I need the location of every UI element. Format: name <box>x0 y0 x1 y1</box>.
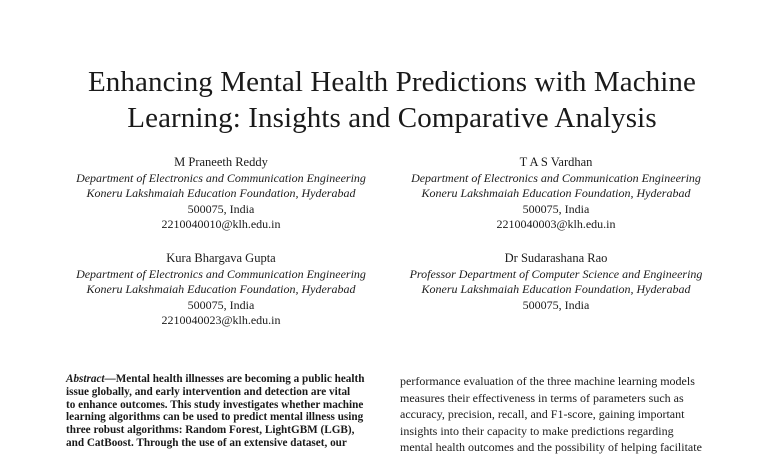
author-department: Professor Department of Computer Science and Engineering <box>409 266 703 281</box>
author-department: Department of Electronics and Communication Engineering <box>76 170 366 185</box>
author-postal: 500075, India <box>187 297 255 312</box>
paper-title-line-2: Learning: Insights and Comparative Analysis <box>127 102 657 134</box>
body-line: measures their effectiveness in terms of parameters such as <box>400 390 684 405</box>
abstract-lead: Abstract <box>66 373 105 385</box>
author-name: Dr Sudarashana Rao <box>504 251 608 265</box>
author-name: T A S Vardhan <box>519 155 593 169</box>
author-postal: 500075, India <box>522 201 590 216</box>
author-block-1 <box>46 155 396 233</box>
abstract-line: learning algorithms can be used to predict mental illness using <box>66 411 364 424</box>
body-line: mental health outcomes and the possibility of helping facilitate <box>400 440 702 454</box>
abstract-line: issue globally, and early intervention and detection are vital <box>66 385 351 398</box>
author-name: Kura Bhargava Gupta <box>166 251 276 265</box>
paper-title <box>0 64 784 136</box>
body-line: performance evaluation of the three machine learning models <box>400 374 695 388</box>
body-column-right <box>400 373 722 456</box>
author-department: Department of Electronics and Communication Engineering <box>411 170 701 185</box>
author-email: 2210040003@klh.edu.in <box>496 217 616 231</box>
author-email: 2210040010@klh.edu.in <box>161 217 281 231</box>
author-block-3 <box>46 251 396 329</box>
abstract <box>66 373 386 450</box>
abstract-line: to enhance outcomes. This study investigates whether machine <box>66 398 364 411</box>
abstract-text: Mental health illnesses are becoming a public health <box>115 373 365 385</box>
author-organization: Koneru Lakshmaiah Education Foundation, Hyderabad <box>421 186 691 200</box>
author-email: 2210040023@klh.edu.in <box>161 313 281 327</box>
author-department: Department of Electronics and Communication Engineering <box>76 266 366 281</box>
abstract-line: and CatBoost. Through the use of an extensive dataset, our <box>66 436 347 449</box>
author-block-4 <box>381 251 731 313</box>
abstract-line <box>66 373 386 386</box>
author-organization: Koneru Lakshmaiah Education Foundation, Hyderabad <box>86 186 356 200</box>
abstract-line: three robust algorithms: Random Forest, LightGBM (LGB), <box>66 424 355 437</box>
author-organization: Koneru Lakshmaiah Education Foundation, Hyderabad <box>86 282 356 296</box>
paper-title-line-1: Enhancing Mental Health Predictions with Machine <box>87 66 696 98</box>
body-line: insights into their capacity to make predictions regarding <box>400 423 674 438</box>
author-organization: Koneru Lakshmaiah Education Foundation, Hyderabad <box>421 282 691 296</box>
author-postal: 500075, India <box>187 201 255 216</box>
author-block-2 <box>381 155 731 233</box>
author-name: M Praneeth Reddy <box>174 155 268 169</box>
body-line: accuracy, precision, recall, and F1-score, gaining important <box>400 407 685 421</box>
abstract-dash: — <box>104 373 116 385</box>
author-postal: 500075, India <box>522 297 590 312</box>
